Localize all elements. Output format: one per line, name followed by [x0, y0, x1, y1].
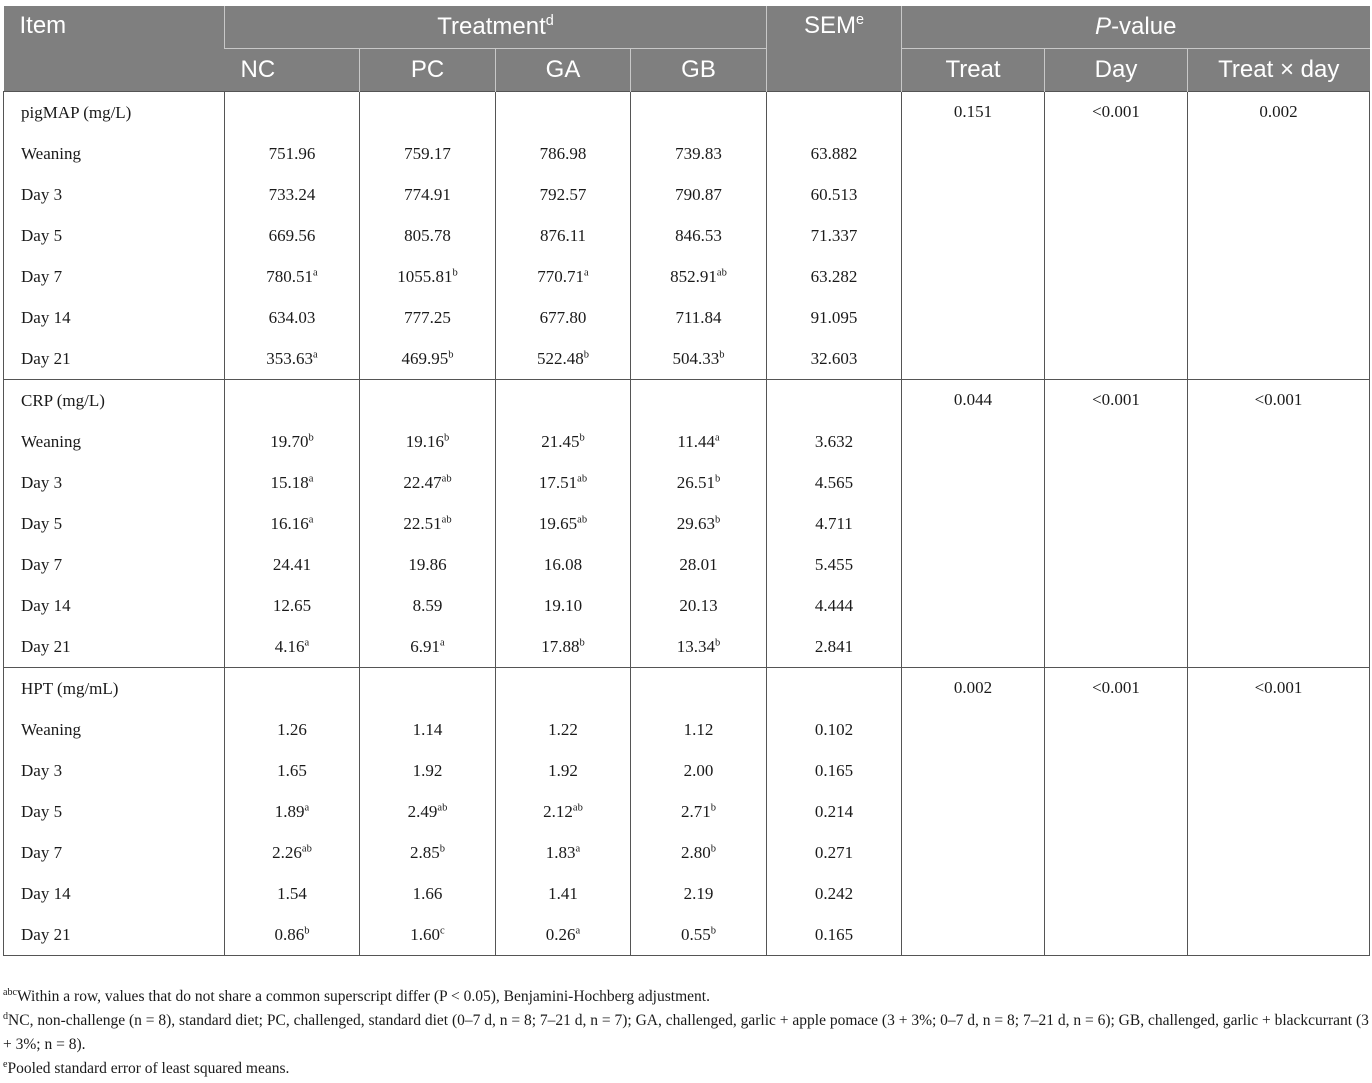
value: 469.95 [401, 348, 449, 368]
cell-pc [360, 297, 496, 338]
pvalue-p-treat: 0.002 [902, 668, 1045, 956]
superscript: b [452, 266, 458, 278]
value: 2.80 [680, 842, 711, 862]
pvalue-p-treat: 0.044 [902, 380, 1045, 668]
superscript: b [714, 472, 721, 484]
value: 0.86 [274, 924, 305, 944]
group-row [4, 92, 1370, 134]
cell-pc [360, 626, 496, 668]
cell-ga [496, 421, 631, 462]
cell-nc [225, 421, 360, 462]
cell-nc [225, 914, 360, 956]
value: 1.41 [548, 883, 578, 903]
value: 669.56 [268, 225, 316, 245]
superscript: a [313, 348, 318, 360]
row-day-label: Day 14 [4, 873, 225, 914]
results-table [3, 6, 1370, 956]
superscript: ab [572, 801, 583, 813]
cell-pc [360, 338, 496, 380]
superscript: ab [441, 472, 452, 484]
cell-pc [360, 873, 496, 914]
header-item: Item [4, 6, 225, 92]
cell-gb [631, 462, 767, 503]
cell-ga [496, 503, 631, 544]
row-day-label: Day 21 [4, 338, 225, 380]
value: 786.98 [539, 143, 587, 163]
value: 12.65 [272, 595, 312, 615]
row-day-label: Day 21 [4, 914, 225, 956]
superscript: ab [301, 842, 312, 854]
value: 876.11 [539, 225, 587, 245]
cell-ga [496, 338, 631, 380]
value: 29.63 [676, 513, 715, 533]
cell-nc [225, 544, 360, 585]
cell-pc [360, 585, 496, 626]
cell-pc [360, 215, 496, 256]
cell-sem: 2.841 [767, 626, 902, 668]
superscript: a [304, 636, 310, 648]
value: 770.71 [537, 266, 585, 286]
header-pc: PC [360, 49, 496, 92]
cell-ga [496, 791, 631, 832]
superscript: a [313, 266, 318, 278]
value: 677.80 [539, 307, 587, 327]
value: 2.19 [683, 883, 714, 903]
row-day-label: Day 5 [4, 791, 225, 832]
value: 1.14 [412, 719, 443, 739]
cell-sem: 0.214 [767, 791, 902, 832]
cell-ga [496, 709, 631, 750]
value: 780.51 [266, 266, 314, 286]
value: 22.51 [403, 513, 442, 533]
empty-cell [225, 668, 360, 710]
value: 16.08 [543, 554, 583, 574]
superscript: b [308, 431, 314, 443]
superscript: a [308, 513, 314, 525]
cell-gb [631, 585, 767, 626]
superscript: b [579, 636, 585, 648]
cell-pc [360, 462, 496, 503]
cell-nc [225, 750, 360, 791]
value: 17.51 [538, 472, 578, 492]
pvalue-p-day: <0.001 [1045, 92, 1188, 380]
superscript: ab [577, 472, 588, 484]
value: 777.25 [404, 307, 451, 327]
cell-ga [496, 133, 631, 174]
value: 19.86 [408, 554, 447, 574]
row-day-label: Day 3 [4, 462, 225, 503]
table-header [4, 6, 1370, 92]
value: 20.13 [679, 595, 718, 615]
cell-pc [360, 832, 496, 873]
cell-nc [225, 297, 360, 338]
cell-sem: 91.095 [767, 297, 902, 338]
value: 22.47 [403, 472, 442, 492]
footnote-abc: $^{abc}$Within a row, values that do not share a common superscript differ (P < 0.05), Benjamini-Hochberg adjustment. [3, 986, 710, 1005]
value: 759.17 [404, 143, 451, 163]
superscript: a [304, 801, 310, 813]
value: 1.92 [548, 760, 578, 780]
value: 1.60 [410, 924, 441, 944]
cell-gb [631, 750, 767, 791]
cell-gb [631, 873, 767, 914]
cell-sem: 0.271 [767, 832, 902, 873]
value: 11.44 [677, 431, 715, 451]
row-day-label: Day 3 [4, 750, 225, 791]
cell-nc [225, 585, 360, 626]
empty-cell [631, 668, 767, 710]
cell-gb [631, 421, 767, 462]
superscript: ab [716, 266, 727, 278]
cell-pc [360, 709, 496, 750]
value: 739.83 [675, 143, 722, 163]
superscript: b [719, 348, 725, 360]
value: 2.12 [543, 801, 573, 821]
row-day-label: Day 7 [4, 832, 225, 873]
cell-ga [496, 832, 631, 873]
cell-pc [360, 544, 496, 585]
cell-ga [496, 873, 631, 914]
cell-ga [496, 914, 631, 956]
value: 353.63 [266, 348, 314, 368]
value: 634.03 [268, 307, 316, 327]
value: 846.53 [675, 225, 722, 245]
value: 1.22 [548, 719, 578, 739]
cell-gb [631, 174, 767, 215]
superscript: b [710, 801, 716, 813]
cell-nc [225, 832, 360, 873]
value: 2.49 [407, 801, 438, 821]
value: 1.26 [277, 719, 307, 739]
row-day-label: Day 14 [4, 585, 225, 626]
cell-pc [360, 914, 496, 956]
cell-sem: 5.455 [767, 544, 902, 585]
cell-nc [225, 873, 360, 914]
value: 790.87 [675, 184, 722, 204]
row-day-label: Day 14 [4, 297, 225, 338]
cell-pc [360, 421, 496, 462]
superscript: b [448, 348, 454, 360]
cell-ga [496, 297, 631, 338]
empty-cell [496, 380, 631, 422]
superscript: a [575, 924, 581, 936]
cell-sem: 71.337 [767, 215, 902, 256]
cell-pc [360, 503, 496, 544]
value: 1.92 [412, 760, 443, 780]
cell-nc [225, 174, 360, 215]
cell-nc [225, 256, 360, 297]
superscript: a [308, 472, 314, 484]
cell-ga [496, 750, 631, 791]
superscript: b [714, 636, 721, 648]
header-sem: SEM$^e$ [767, 6, 902, 92]
cell-gb [631, 832, 767, 873]
cell-sem: 4.565 [767, 462, 902, 503]
value: 15.18 [270, 472, 309, 492]
empty-cell [767, 92, 902, 134]
value: 2.26 [272, 842, 302, 862]
cell-ga [496, 215, 631, 256]
cell-pc [360, 256, 496, 297]
superscript: a [714, 431, 720, 443]
superscript: a [584, 266, 589, 278]
cell-pc [360, 791, 496, 832]
cell-gb [631, 215, 767, 256]
cell-ga [496, 256, 631, 297]
pvalue-p-txd: <0.001 [1188, 668, 1370, 956]
cell-nc [225, 709, 360, 750]
group-row [4, 668, 1370, 710]
cell-gb [631, 914, 767, 956]
superscript: b [439, 842, 445, 854]
cell-pc [360, 750, 496, 791]
empty-cell [360, 668, 496, 710]
cell-gb [631, 626, 767, 668]
superscript: c [440, 924, 445, 936]
group-label: HPT (mg/mL) [4, 668, 225, 710]
cell-sem: 0.165 [767, 914, 902, 956]
row-day-label: Day 7 [4, 256, 225, 297]
table-body [4, 92, 1370, 956]
empty-cell [767, 668, 902, 710]
value: 21.45 [541, 431, 580, 451]
value: 2.00 [683, 760, 714, 780]
header-ga: GA [496, 49, 631, 92]
empty-cell [360, 92, 496, 134]
cell-sem: 0.165 [767, 750, 902, 791]
pvalue-p-txd: <0.001 [1188, 380, 1370, 668]
row-day-label: Day 7 [4, 544, 225, 585]
cell-nc [225, 626, 360, 668]
value: 28.01 [679, 554, 718, 574]
header-nc: NC [225, 49, 360, 92]
cell-nc [225, 503, 360, 544]
empty-cell [631, 380, 767, 422]
superscript: b [583, 348, 589, 360]
footnote-d: $^d$NC, non-challenge (n = 8), standard diet; PC, challenged, standard diet (0–7 d, n = 8; 7–21 d, n = 7); GA, challenged, garlic + apple pomace (3 + 3%; 0–7 d, n = 8; 7–21 d, n = 6); GB, challenged, garlic + blackcurrant (3 + 3%; n = 8). [3, 1010, 1369, 1053]
superscript: b [710, 924, 716, 936]
superscript: a [440, 636, 445, 648]
cell-sem: 63.882 [767, 133, 902, 174]
empty-cell [767, 380, 902, 422]
cell-sem: 0.242 [767, 873, 902, 914]
cell-nc [225, 338, 360, 380]
header-p-treat: Treat [902, 49, 1045, 92]
cell-nc [225, 791, 360, 832]
pvalue-p-treat: 0.151 [902, 92, 1045, 380]
value: 751.96 [268, 143, 316, 163]
cell-ga [496, 585, 631, 626]
cell-nc [225, 215, 360, 256]
value: 6.91 [410, 636, 441, 656]
header-pvalue: P-value [902, 6, 1370, 49]
header-gb: GB [631, 49, 767, 92]
cell-ga [496, 174, 631, 215]
empty-cell [496, 92, 631, 134]
value: 17.88 [541, 636, 580, 656]
value: 805.78 [404, 225, 451, 245]
value: 522.48 [536, 348, 584, 368]
value: 4.16 [274, 636, 305, 656]
header-p-day: Day [1045, 49, 1188, 92]
value: 19.10 [543, 595, 583, 615]
value: 19.65 [538, 513, 578, 533]
pvalue-p-day: <0.001 [1045, 380, 1188, 668]
cell-sem: 4.444 [767, 585, 902, 626]
row-day-label: Day 5 [4, 215, 225, 256]
value: 852.91 [670, 266, 717, 286]
value: 733.24 [268, 184, 316, 204]
value: 24.41 [272, 554, 312, 574]
value: 792.57 [539, 184, 587, 204]
value: 0.26 [545, 924, 576, 944]
value: 1.65 [277, 760, 307, 780]
cell-ga [496, 462, 631, 503]
value: 16.16 [270, 513, 309, 533]
cell-nc [225, 133, 360, 174]
empty-cell [225, 92, 360, 134]
value: 1.12 [683, 719, 714, 739]
cell-sem: 4.711 [767, 503, 902, 544]
empty-cell [225, 380, 360, 422]
superscript: b [710, 842, 716, 854]
empty-cell [496, 668, 631, 710]
cell-ga [496, 544, 631, 585]
cell-gb [631, 338, 767, 380]
empty-cell [631, 92, 767, 134]
empty-cell [360, 380, 496, 422]
superscript: b [714, 513, 721, 525]
cell-gb [631, 256, 767, 297]
value: 2.71 [680, 801, 711, 821]
cell-gb [631, 791, 767, 832]
value: 1.66 [412, 883, 443, 903]
cell-gb [631, 297, 767, 338]
value: 26.51 [676, 472, 715, 492]
value: 1.54 [277, 883, 307, 903]
cell-gb [631, 133, 767, 174]
superscript: b [579, 431, 585, 443]
group-label: pigMAP (mg/L) [4, 92, 225, 134]
cell-sem: 63.282 [767, 256, 902, 297]
value: 1055.81 [397, 266, 453, 286]
group-label: CRP (mg/L) [4, 380, 225, 422]
row-day-label: Weaning [4, 421, 225, 462]
cell-gb [631, 709, 767, 750]
cell-gb [631, 544, 767, 585]
footnotes [3, 985, 1369, 1081]
pvalue-p-txd: 0.002 [1188, 92, 1370, 380]
superscript: ab [437, 801, 448, 813]
row-day-label: Day 21 [4, 626, 225, 668]
value: 2.85 [409, 842, 440, 862]
cell-pc [360, 174, 496, 215]
row-day-label: Weaning [4, 709, 225, 750]
value: 1.83 [545, 842, 576, 862]
superscript: a [575, 842, 581, 854]
pvalue-p-day: <0.001 [1045, 668, 1188, 956]
value: 504.33 [672, 348, 720, 368]
cell-pc [360, 133, 496, 174]
superscript: b [443, 431, 450, 443]
cell-ga [496, 626, 631, 668]
value: 1.89 [274, 801, 305, 821]
row-day-label: Weaning [4, 133, 225, 174]
cell-nc [225, 462, 360, 503]
row-day-label: Day 5 [4, 503, 225, 544]
value: 13.34 [676, 636, 715, 656]
value: 8.59 [412, 595, 443, 615]
superscript: ab [441, 513, 452, 525]
cell-sem: 32.603 [767, 338, 902, 380]
superscript: ab [577, 513, 588, 525]
cell-sem: 3.632 [767, 421, 902, 462]
superscript: b [304, 924, 310, 936]
cell-sem: 0.102 [767, 709, 902, 750]
value: 711.84 [675, 307, 722, 327]
value: 19.16 [405, 431, 444, 451]
header-p-txd: Treat × day [1188, 49, 1370, 92]
cell-sem: 60.513 [767, 174, 902, 215]
value: 19.70 [270, 431, 309, 451]
group-row [4, 380, 1370, 422]
value: 0.55 [680, 924, 711, 944]
value: 774.91 [404, 184, 451, 204]
row-day-label: Day 3 [4, 174, 225, 215]
header-treatment: Treatment$^d$ [225, 6, 767, 49]
footnote-e: $^e$Pooled standard error of least squared means. [3, 1058, 290, 1077]
cell-gb [631, 503, 767, 544]
